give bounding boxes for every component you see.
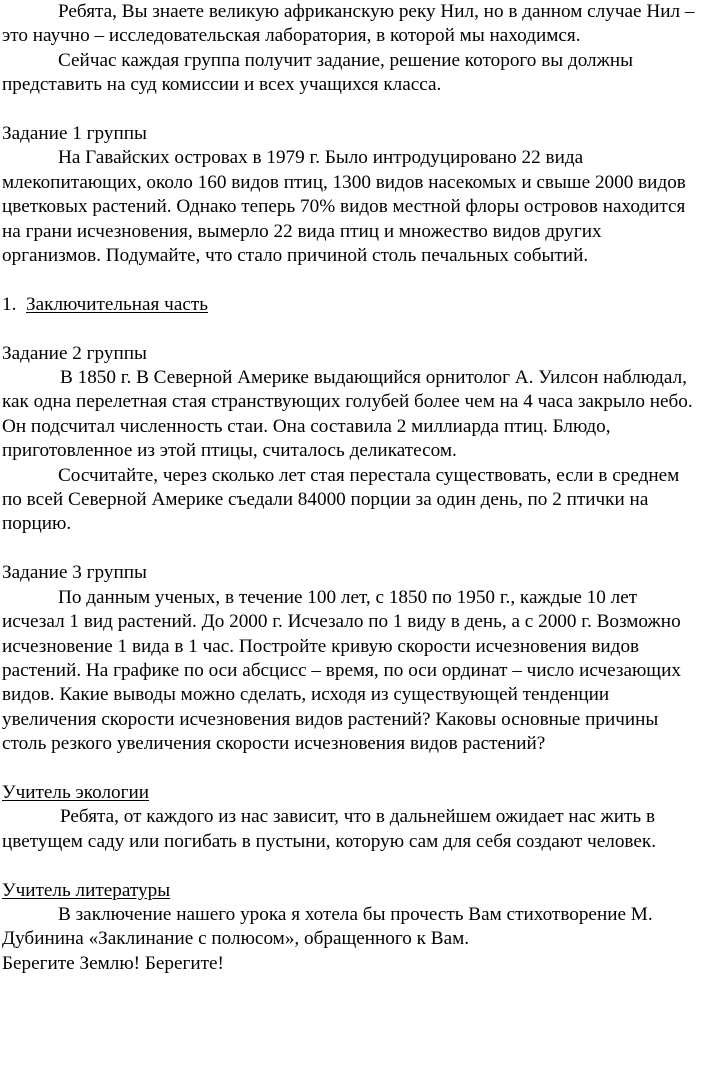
blank-line	[2, 757, 700, 781]
final-part-number: 1.	[2, 293, 17, 315]
task-1-text: На Гавайских островах в 1979 г. Было интродуцировано 22 вида млекопитающих, около 160 видов птиц, 1300 видов насекомых и свыше 2000 видов цветковых растений. Однако теперь 70% видов местной флоры островов находится на грани исчезновения, вымерло 22 вида птиц и множество видов других организмов. Подумайте, что стало причиной столь печальных событий.	[2, 147, 686, 267]
ecology-teacher-text: Ребята, от каждого из нас зависит, что в дальнейшем ожидает нас жить в цветущем саду или погибать в пустыни, которую сам для себя создают человек.	[2, 806, 656, 852]
literature-teacher-closing: Берегите Землю! Берегите!	[2, 952, 224, 974]
task-3-heading: Задание 3 группы	[2, 562, 147, 584]
ecology-teacher-heading: Учитель экологии	[2, 781, 150, 803]
literature-teacher-heading: Учитель литературы	[2, 879, 171, 901]
blank-line	[2, 98, 700, 122]
intro-paragraph-2: Сейчас каждая группа получит задание, решение которого вы должны представить на суд комиссии и всех учащихся класса.	[2, 49, 634, 96]
final-part-label: Заключительная часть	[26, 293, 208, 315]
blank-line	[2, 537, 700, 561]
blank-line	[2, 268, 700, 292]
task-2-heading: Задание 2 группы	[2, 342, 147, 364]
intro-paragraph-1: Ребята, Вы знаете великую африканскую реку Нил, но в данном случае Нил – это научно – исследовательская лаборатория, в которой мы находимся.	[2, 1, 695, 47]
blank-line	[2, 317, 700, 341]
task-2-text-2: Сосчитайте, через сколько лет стая перестала существовать, если в среднем по всей Северной Америке съедали 84000 порции за один день, по 2 птички на порцию.	[2, 464, 680, 535]
literature-teacher-text: В заключение нашего урока я хотела бы прочесть Вам стихотворение М. Дубинина «Заклинание с полюсом», обращенного к Вам.	[2, 903, 653, 950]
task-1-heading: Задание 1 группы	[2, 123, 147, 145]
final-part-list-item	[2, 293, 700, 317]
task-3-text: По данным ученых, в течение 100 лет, с 1850 по 1950 г., каждые 10 лет исчезал 1 вид растений. До 2000 г. Исчезало по 1 виду в день, а с 2000 г. Возможно исчезновение 1 вида в 1 час. Постройте кривую скорости исчезновения видов растений. На графике по оси абсцисс – время, по оси ординат – число исчезающих видов. Какие выводы можно сделать, исходя из существующей тенденции увеличения скорости исчезновения видов растений? Каковы основные причины столь резкого увеличения скорости исчезновения видов растений?	[2, 586, 681, 755]
task-2-text-1: В 1850 г. В Северной Америке выдающийся орнитолог А. Уилсон наблюдал, как одна перелетная стая странствующих голубей более чем на 4 часа закрыло небо. Он подсчитал численность стаи. Она составила 2 миллиарда птиц. Блюдо, приготовленное из этой птицы, считалось деликатесом.	[2, 367, 693, 462]
blank-line	[2, 854, 700, 878]
